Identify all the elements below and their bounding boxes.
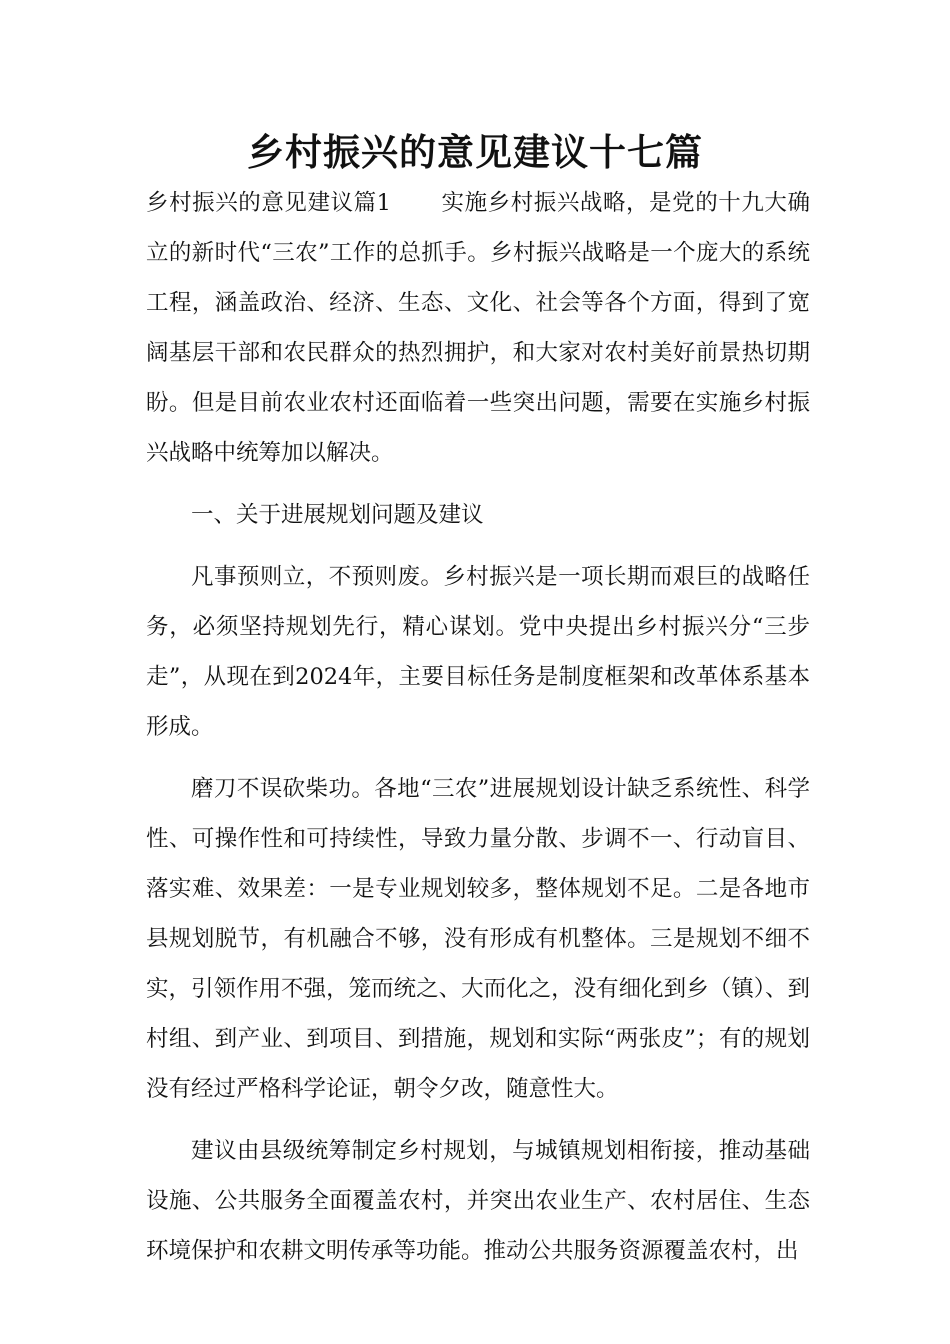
- intro-label: 乡村振兴的意见建议篇1: [146, 190, 391, 216]
- paragraph-gap: [146, 752, 810, 764]
- paragraph-gap: [146, 1114, 810, 1126]
- body-paragraph: 凡事预则立，不预则废。乡村振兴是一项长期而艰巨的战略任务，必须坚持规划先行，精心谋划。党中央提出乡村振兴分“三步走”，从现在到2024年，主要目标任务是制度框架和改革体系基本形成。: [146, 564, 810, 740]
- paragraph-text: 实施乡村振兴战略，是党的十九大确立的新时代“三农”工作的总抓手。乡村振兴战略是一个庞大的系统工程，涵盖政治、经济、生态、文化、社会等各个方面，得到了宽阔基层干部和农民群众的热烈拥护，和大家对农村美好前景热切期盼。但是目前农业农村还面临着一些突出问题，需要在实施乡村振兴战略中统筹加以解决。: [146, 190, 810, 466]
- body-paragraph: 磨刀不误砍柴功。各地“三农”进展规划设计缺乏系统性、科学性、可操作性和可持续性，导致力量分散、步调不一、行动盲目、落实难、效果差：一是专业规划较多，整体规划不足。二是各地市县规划脱节，有机融合不够，没有形成有机整体。三是规划不细不实，引领作用不强，笼而统之、大而化之，没有细化到乡（镇）、到村组、到产业、到项目、到措施，规划和实际“两张皮”；有的规划没有经过严格科学论证，朝令夕改，随意性大。: [146, 776, 810, 1102]
- section-heading: 一、关于进展规划问题及建议: [191, 502, 484, 528]
- paragraph-gap: [146, 540, 810, 552]
- document-body: [146, 178, 810, 1276]
- paragraph-gap: [146, 478, 810, 490]
- document-title: 乡村振兴的意见建议十七篇: [247, 131, 703, 174]
- intro-paragraph: [146, 178, 810, 478]
- body-paragraph: 建议由县级统筹制定乡村规划，与城镇规划相衔接，推动基础设施、公共服务全面覆盖农村，并突出农业生产、农村居住、生态环境保护和农耕文明传承等功能。推动公共服务资源覆盖农村，出: [146, 1138, 810, 1264]
